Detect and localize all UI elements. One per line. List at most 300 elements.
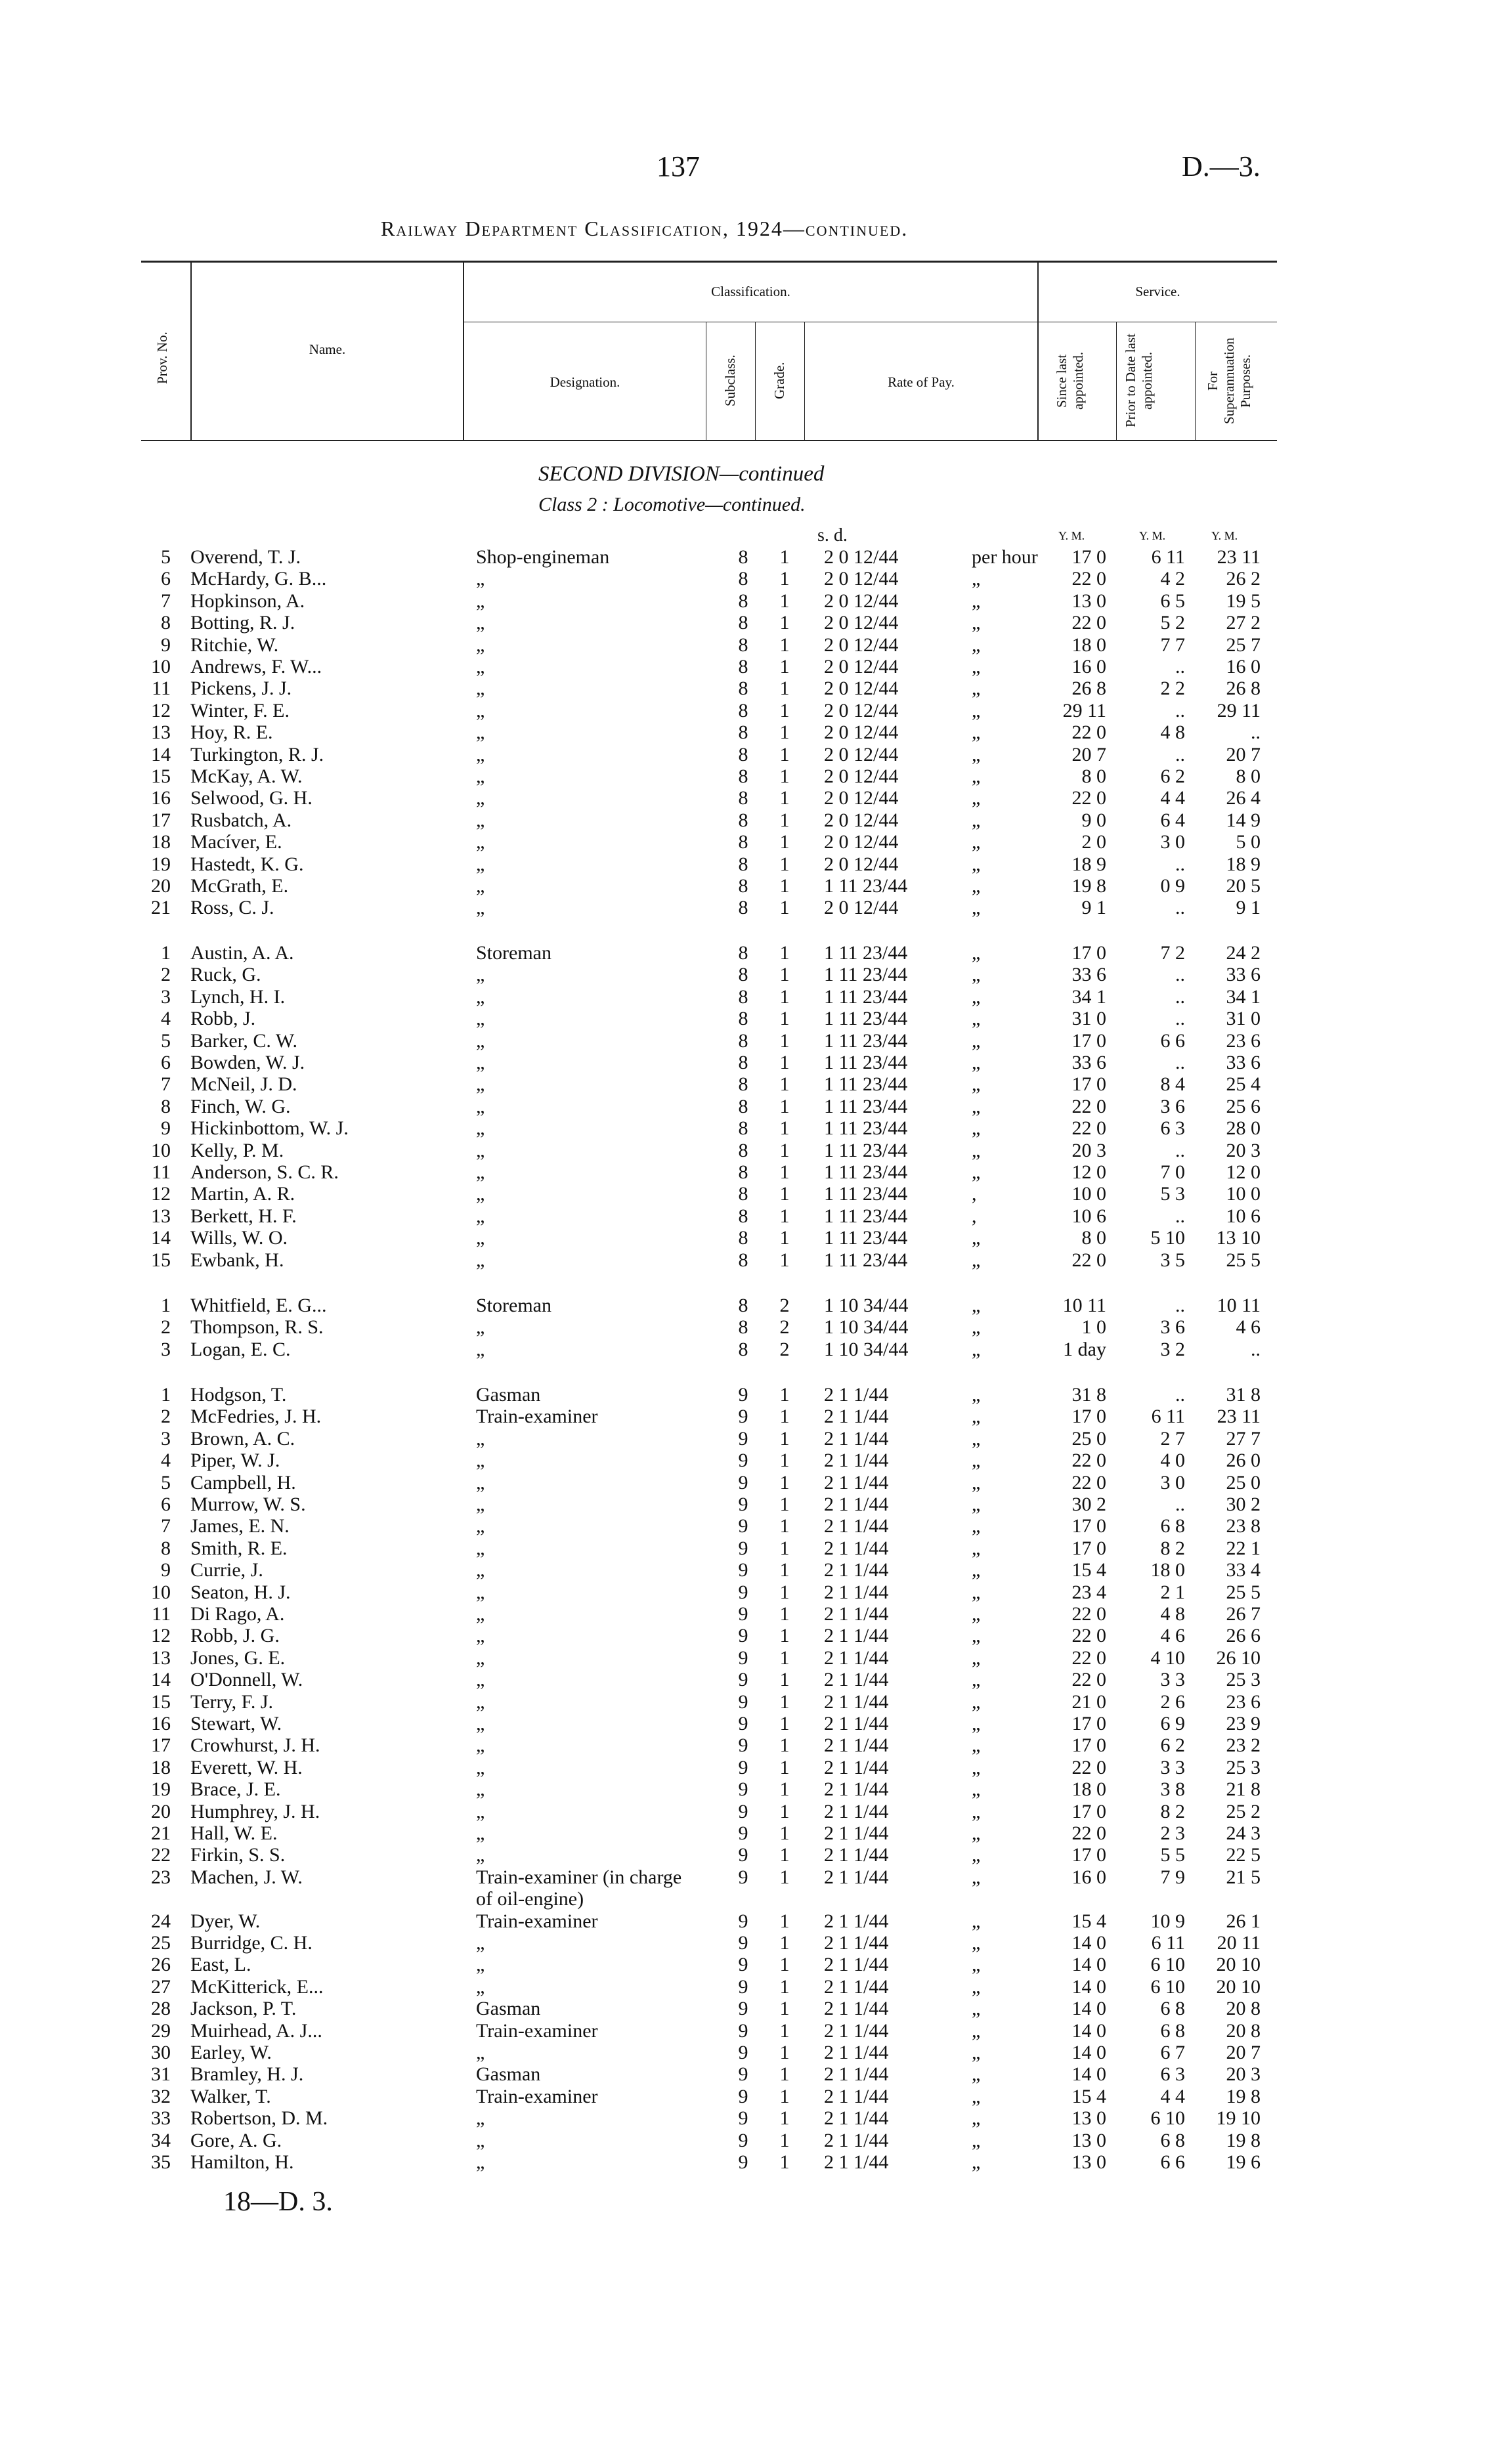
rate-of-pay: 2 1 1/44	[824, 1691, 889, 1713]
row-number: 6	[161, 1052, 171, 1073]
rate-unit: „	[972, 1494, 981, 1515]
subclass: 9	[738, 1384, 748, 1406]
grade: 1	[779, 2151, 790, 2173]
service-super: 19 8	[1226, 2130, 1261, 2151]
row-number: 7	[161, 590, 171, 612]
service-since-last: 16 0	[1071, 656, 1106, 677]
subclass: 8	[738, 853, 748, 875]
table-row	[0, 1932, 1512, 1954]
service-since-last: 22 0	[1071, 1096, 1106, 1117]
employee-name: Stewart, W.	[190, 1713, 282, 1734]
grade: 1	[779, 1910, 790, 1932]
row-number: 17	[151, 1734, 171, 1756]
employee-name: Bowden, W. J.	[190, 1052, 305, 1073]
employee-name: Machen, J. W.	[190, 1866, 303, 1888]
header-name: Name.	[309, 341, 346, 357]
service-since-last: 34 1	[1071, 986, 1106, 1008]
service-since-last: 31 0	[1071, 1008, 1106, 1029]
service-since-last: 14 0	[1071, 1954, 1106, 1975]
subclass: 9	[738, 2063, 748, 2085]
rate-unit: „	[972, 1096, 981, 1117]
service-prior: ..	[1175, 986, 1185, 1008]
employee-name: Currie, J.	[190, 1559, 263, 1581]
rate-of-pay: 2 1 1/44	[824, 1954, 889, 1975]
row-number: 13	[151, 721, 171, 743]
service-since-last: 1 0	[1081, 1316, 1106, 1338]
rate-of-pay: 2 0 12/44	[824, 809, 899, 831]
table-row	[0, 1472, 1512, 1494]
rate-of-pay: 2 0 12/44	[824, 612, 899, 634]
grade: 1	[779, 1384, 790, 1406]
service-super: 23 11	[1217, 1406, 1261, 1427]
subclass: 9	[738, 1428, 748, 1450]
service-super: 19 8	[1226, 2086, 1261, 2107]
grade: 2	[779, 1339, 790, 1360]
row-number: 35	[151, 2151, 171, 2173]
employee-name: O'Donnell, W.	[190, 1669, 303, 1690]
service-super: 31 0	[1226, 1008, 1261, 1029]
table-row	[0, 765, 1512, 788]
service-prior: 6 8	[1160, 2130, 1185, 2151]
subclass: 9	[738, 1515, 748, 1537]
rate-unit: „	[972, 1669, 981, 1690]
row-number: 25	[151, 1932, 171, 1954]
employee-name: Crowhurst, J. H.	[190, 1734, 320, 1756]
service-since-last: 12 0	[1071, 1161, 1106, 1183]
rate-unit: „	[972, 942, 981, 964]
service-since-last: 17 0	[1071, 1515, 1106, 1537]
employee-name: Ritchie, W.	[190, 634, 279, 656]
rate-of-pay: 1 11 23/44	[824, 1008, 908, 1029]
rate-of-pay: 2 0 12/44	[824, 700, 899, 721]
service-since-last: 14 0	[1071, 2042, 1106, 2063]
table-row	[0, 986, 1512, 1008]
rate-unit: „	[972, 1625, 981, 1646]
subclass: 8	[738, 568, 748, 590]
service-since-last: 22 0	[1071, 1117, 1106, 1139]
service-prior: 3 0	[1160, 1472, 1185, 1494]
designation: „	[476, 656, 485, 677]
designation: „	[476, 1073, 485, 1095]
table-row	[0, 1227, 1512, 1249]
rate-of-pay: 1 11 23/44	[824, 1227, 908, 1249]
designation: Train-examiner	[476, 1406, 598, 1427]
service-since-last: 15 4	[1071, 1559, 1106, 1581]
subclass: 8	[738, 1117, 748, 1139]
grade: 1	[779, 1603, 790, 1625]
subclass: 8	[738, 809, 748, 831]
designation: „	[476, 1030, 485, 1052]
row-number: 10	[151, 1140, 171, 1161]
rate-of-pay: 2 1 1/44	[824, 2063, 889, 2085]
rate-of-pay: 2 1 1/44	[824, 1428, 889, 1450]
table-row	[0, 1603, 1512, 1625]
table-row	[0, 656, 1512, 678]
row-number: 16	[151, 787, 171, 809]
table-row	[0, 1008, 1512, 1030]
row-number: 12	[151, 700, 171, 721]
service-prior: 4 4	[1160, 2086, 1185, 2107]
employee-name: Macíver, E.	[190, 831, 282, 853]
employee-name: Bramley, H. J.	[190, 2063, 304, 2085]
service-since-last: 22 0	[1071, 1625, 1106, 1646]
grade: 1	[779, 1713, 790, 1734]
service-prior: 6 10	[1150, 1954, 1185, 1975]
row-number: 26	[151, 1954, 171, 1975]
rate-of-pay: 2 0 12/44	[824, 765, 899, 787]
designation: „	[476, 1976, 485, 1998]
table-row	[0, 1537, 1512, 1560]
rate-of-pay: 2 1 1/44	[824, 1713, 889, 1734]
employee-name: Di Rago, A.	[190, 1603, 285, 1625]
service-super: 20 3	[1226, 2063, 1261, 2085]
service-super: 23 11	[1217, 546, 1261, 568]
rate-of-pay: 2 1 1/44	[824, 1734, 889, 1756]
service-super: 16 0	[1226, 656, 1261, 677]
rate-of-pay: 2 0 12/44	[824, 590, 899, 612]
rate-unit: „	[972, 1384, 981, 1406]
rate-unit: „	[972, 2086, 981, 2107]
service-prior: 6 11	[1151, 546, 1185, 568]
rate-unit: ,	[972, 1205, 977, 1227]
header-prior: Prior to Date last appointed.	[1123, 333, 1155, 428]
service-since-last: 17 0	[1071, 1030, 1106, 1052]
grade: 1	[779, 1559, 790, 1581]
rate-of-pay: 2 1 1/44	[824, 1669, 889, 1690]
grade: 1	[779, 1140, 790, 1161]
row-number: 29	[151, 2020, 171, 2042]
subclass: 8	[738, 656, 748, 677]
service-prior: 3 6	[1160, 1096, 1185, 1117]
rate-unit: „	[972, 1866, 981, 1888]
employee-name: Berkett, H. F.	[190, 1205, 297, 1227]
service-prior: 3 3	[1160, 1669, 1185, 1690]
service-since-last: 33 6	[1071, 964, 1106, 985]
rate-of-pay: 2 0 12/44	[824, 634, 899, 656]
service-super: ..	[1251, 1339, 1261, 1360]
employee-name: Martin, A. R.	[190, 1183, 295, 1205]
designation: „	[476, 700, 485, 721]
grade: 1	[779, 1581, 790, 1603]
subclass: 8	[738, 765, 748, 787]
table-row	[0, 1161, 1512, 1184]
service-super: 28 0	[1226, 1117, 1261, 1139]
subclass: 8	[738, 546, 748, 568]
service-super: 33 6	[1226, 964, 1261, 985]
service-prior: 6 6	[1160, 1030, 1185, 1052]
rate-unit: „	[972, 2063, 981, 2085]
designation: „	[476, 1227, 485, 1249]
table-row	[0, 1494, 1512, 1516]
service-prior: ..	[1175, 1008, 1185, 1029]
division-heading: SECOND DIVISION—continued	[538, 462, 825, 486]
employee-name: Smith, R. E.	[190, 1537, 288, 1559]
rate-of-pay: 1 11 23/44	[824, 942, 908, 964]
grade: 1	[779, 1030, 790, 1052]
service-super: 5 0	[1236, 831, 1261, 853]
row-number: 28	[151, 1998, 171, 2019]
grade: 1	[779, 1932, 790, 1954]
subclass: 8	[738, 677, 748, 699]
service-since-last: 22 0	[1071, 1450, 1106, 1471]
employee-name: Campbell, H.	[190, 1472, 296, 1494]
table-row	[0, 1559, 1512, 1581]
row-number: 10	[151, 1581, 171, 1603]
service-since-last: 22 0	[1071, 1472, 1106, 1494]
service-prior: 7 2	[1160, 942, 1185, 964]
employee-name: Hamilton, H.	[190, 2151, 294, 2173]
employee-name: Winter, F. E.	[190, 700, 290, 721]
service-super: 31 8	[1226, 1384, 1261, 1406]
service-prior: 6 5	[1160, 590, 1185, 612]
rate-of-pay: 2 1 1/44	[824, 1844, 889, 1866]
service-prior: 6 10	[1150, 2107, 1185, 2129]
row-number: 8	[161, 612, 171, 634]
rate-unit: „	[972, 721, 981, 743]
row-number: 24	[151, 1910, 171, 1932]
service-prior: ..	[1175, 897, 1185, 918]
table-row	[0, 1295, 1512, 1317]
employee-name: Hall, W. E.	[190, 1822, 278, 1844]
service-prior: ..	[1175, 744, 1185, 765]
service-prior: 7 0	[1160, 1161, 1185, 1183]
service-prior: 6 8	[1160, 1515, 1185, 1537]
grade: 1	[779, 1778, 790, 1800]
rate-of-pay: 2 1 1/44	[824, 1647, 889, 1669]
service-prior: 4 8	[1160, 1603, 1185, 1625]
employee-name: Dyer, W.	[190, 1910, 261, 1932]
rate-unit: „	[972, 1954, 981, 1975]
table-row	[0, 1581, 1512, 1604]
employee-name: Seaton, H. J.	[190, 1581, 291, 1603]
employee-name: Ruck, G.	[190, 964, 261, 985]
service-super: 25 5	[1226, 1249, 1261, 1271]
service-since-last: 22 0	[1071, 568, 1106, 590]
service-prior: 4 2	[1160, 568, 1185, 590]
rate-unit: „	[972, 986, 981, 1008]
rate-of-pay: 2 1 1/44	[824, 1801, 889, 1822]
header-service: Service.	[1135, 284, 1180, 299]
service-prior: 6 8	[1160, 1998, 1185, 2019]
service-prior: ..	[1175, 1494, 1185, 1515]
subclass: 9	[738, 1581, 748, 1603]
grade: 2	[779, 1295, 790, 1316]
service-prior: ..	[1175, 1295, 1185, 1316]
grade: 1	[779, 744, 790, 765]
rate-unit: „	[972, 634, 981, 656]
row-number: 3	[161, 986, 171, 1008]
service-prior: 5 5	[1160, 1844, 1185, 1866]
service-since-last: 22 0	[1071, 612, 1106, 634]
grade: 1	[779, 1052, 790, 1073]
row-number: 6	[161, 1494, 171, 1515]
subclass: 9	[738, 1559, 748, 1581]
subclass: 8	[738, 1030, 748, 1052]
service-since-last: 14 0	[1071, 1976, 1106, 1998]
designation: „	[476, 1161, 485, 1183]
table-row	[0, 1140, 1512, 1162]
designation: „	[476, 1734, 485, 1756]
header-grade: Grade.	[771, 362, 787, 400]
row-number: 2	[161, 964, 171, 985]
table-row	[0, 1073, 1512, 1096]
table-row	[0, 831, 1512, 853]
rate-of-pay: 2 1 1/44	[824, 1603, 889, 1625]
service-prior: 6 6	[1160, 2151, 1185, 2173]
grade: 1	[779, 568, 790, 590]
subclass: 8	[738, 897, 748, 918]
service-super: 33 6	[1226, 1052, 1261, 1073]
designation: „	[476, 1844, 485, 1866]
service-since-last: 8 0	[1081, 1227, 1106, 1249]
employee-name: Robb, J.	[190, 1008, 256, 1029]
service-since-last: 33 6	[1071, 1052, 1106, 1073]
row-number: 1	[161, 1295, 171, 1316]
rate-unit: ,	[972, 1183, 977, 1205]
row-number: 31	[151, 2063, 171, 2085]
table-row	[0, 1316, 1512, 1339]
grade: 1	[779, 1625, 790, 1646]
table-row	[0, 1450, 1512, 1472]
grade: 1	[779, 677, 790, 699]
subclass: 8	[738, 634, 748, 656]
table-row	[0, 897, 1512, 919]
service-prior: ..	[1175, 853, 1185, 875]
rate-of-pay: 1 11 23/44	[824, 1073, 908, 1095]
rate-unit: „	[972, 1406, 981, 1427]
service-super: 26 7	[1226, 1603, 1261, 1625]
table-row	[0, 634, 1512, 656]
designation: „	[476, 744, 485, 765]
table-row	[0, 1205, 1512, 1228]
service-since-last: 1 day	[1063, 1339, 1106, 1360]
rate-unit: „	[972, 787, 981, 809]
designation: „	[476, 853, 485, 875]
subclass: 8	[738, 1161, 748, 1183]
subclass: 9	[738, 2042, 748, 2063]
designation: „	[476, 1537, 485, 1559]
grade: 1	[779, 1117, 790, 1139]
service-super: 20 8	[1226, 1998, 1261, 2019]
service-super: 25 6	[1226, 1096, 1261, 1117]
table-row	[0, 787, 1512, 809]
rate-of-pay: 1 11 23/44	[824, 1030, 908, 1052]
service-super: 20 10	[1216, 1976, 1261, 1998]
employee-name: Hastedt, K. G.	[190, 853, 304, 875]
row-number: 8	[161, 1096, 171, 1117]
designation: „	[476, 1205, 485, 1227]
designation: „	[476, 1647, 485, 1669]
service-super: 18 9	[1226, 853, 1261, 875]
grade: 1	[779, 1669, 790, 1690]
header-since: Since last appointed.	[1054, 351, 1086, 410]
grade: 1	[779, 1472, 790, 1494]
row-number: 21	[151, 1822, 171, 1844]
header-rate: Rate of Pay.	[888, 374, 955, 390]
rate-of-pay: 1 11 23/44	[824, 1096, 908, 1117]
grade: 1	[779, 809, 790, 831]
rate-unit: „	[972, 656, 981, 677]
employee-name: Rusbatch, A.	[190, 809, 292, 831]
rate-unit: „	[972, 590, 981, 612]
table-row	[0, 2086, 1512, 2108]
table-row	[0, 1888, 1512, 1910]
rate-unit: „	[972, 1295, 981, 1316]
designation: „	[476, 1096, 485, 1117]
rate-of-pay: 2 1 1/44	[824, 1866, 889, 1888]
subclass: 8	[738, 612, 748, 634]
grade: 1	[779, 942, 790, 964]
subclass: 8	[738, 1096, 748, 1117]
designation: „	[476, 2151, 485, 2173]
rate-unit: „	[972, 1117, 981, 1139]
rate-unit: „	[972, 612, 981, 634]
table-row	[0, 744, 1512, 766]
table-row	[0, 942, 1512, 964]
subclass: 8	[738, 986, 748, 1008]
service-since-last: 10 11	[1062, 1295, 1106, 1316]
employee-name: Ewbank, H.	[190, 1249, 284, 1271]
employee-name: Jones, G. E.	[190, 1647, 286, 1669]
rate-of-pay: 1 11 23/44	[824, 964, 908, 985]
table-row	[0, 546, 1512, 569]
rate-unit: „	[972, 831, 981, 853]
service-super: 9 1	[1236, 897, 1261, 918]
service-super: 24 2	[1226, 942, 1261, 964]
service-prior: 6 2	[1160, 1734, 1185, 1756]
header-super: For Superannuation Purposes.	[1205, 337, 1253, 424]
table-row	[0, 1844, 1512, 1866]
rate-unit: „	[972, 1515, 981, 1537]
row-number: 5	[161, 546, 171, 568]
row-number: 33	[151, 2107, 171, 2129]
service-super: 23 6	[1226, 1691, 1261, 1713]
row-number: 7	[161, 1073, 171, 1095]
row-number: 7	[161, 1515, 171, 1537]
employee-name: Kelly, P. M.	[190, 1140, 284, 1161]
grade: 1	[779, 1647, 790, 1669]
grade: 1	[779, 1450, 790, 1471]
subclass: 9	[738, 1801, 748, 1822]
service-since-last: 22 0	[1071, 1669, 1106, 1690]
designation: „	[476, 1932, 485, 1954]
service-since-last: 13 0	[1071, 590, 1106, 612]
service-prior: ..	[1175, 700, 1185, 721]
rate-unit: „	[972, 568, 981, 590]
service-prior: 0 9	[1160, 875, 1185, 897]
employee-name: Botting, R. J.	[190, 612, 295, 634]
employee-name: Brace, J. E.	[190, 1778, 281, 1800]
service-since-last: 22 0	[1071, 787, 1106, 809]
table-row	[0, 590, 1512, 612]
service-since-last: 13 0	[1071, 2130, 1106, 2151]
service-since-last: 22 0	[1071, 1757, 1106, 1778]
subclass: 8	[738, 1052, 748, 1073]
employee-name: Hoy, R. E.	[190, 721, 273, 743]
rate-unit: „	[972, 1450, 981, 1471]
subclass: 9	[738, 1976, 748, 1998]
rate-of-pay: 2 0 12/44	[824, 656, 899, 677]
service-prior: 10 9	[1150, 1910, 1185, 1932]
rate-of-pay: 2 1 1/44	[824, 1406, 889, 1427]
employee-name: Lynch, H. I.	[190, 986, 286, 1008]
rate-unit: „	[972, 1713, 981, 1734]
employee-name: Selwood, G. H.	[190, 787, 313, 809]
designation: „	[476, 568, 485, 590]
designation: „	[476, 831, 485, 853]
service-prior: 5 3	[1160, 1183, 1185, 1205]
designation: „	[476, 677, 485, 699]
